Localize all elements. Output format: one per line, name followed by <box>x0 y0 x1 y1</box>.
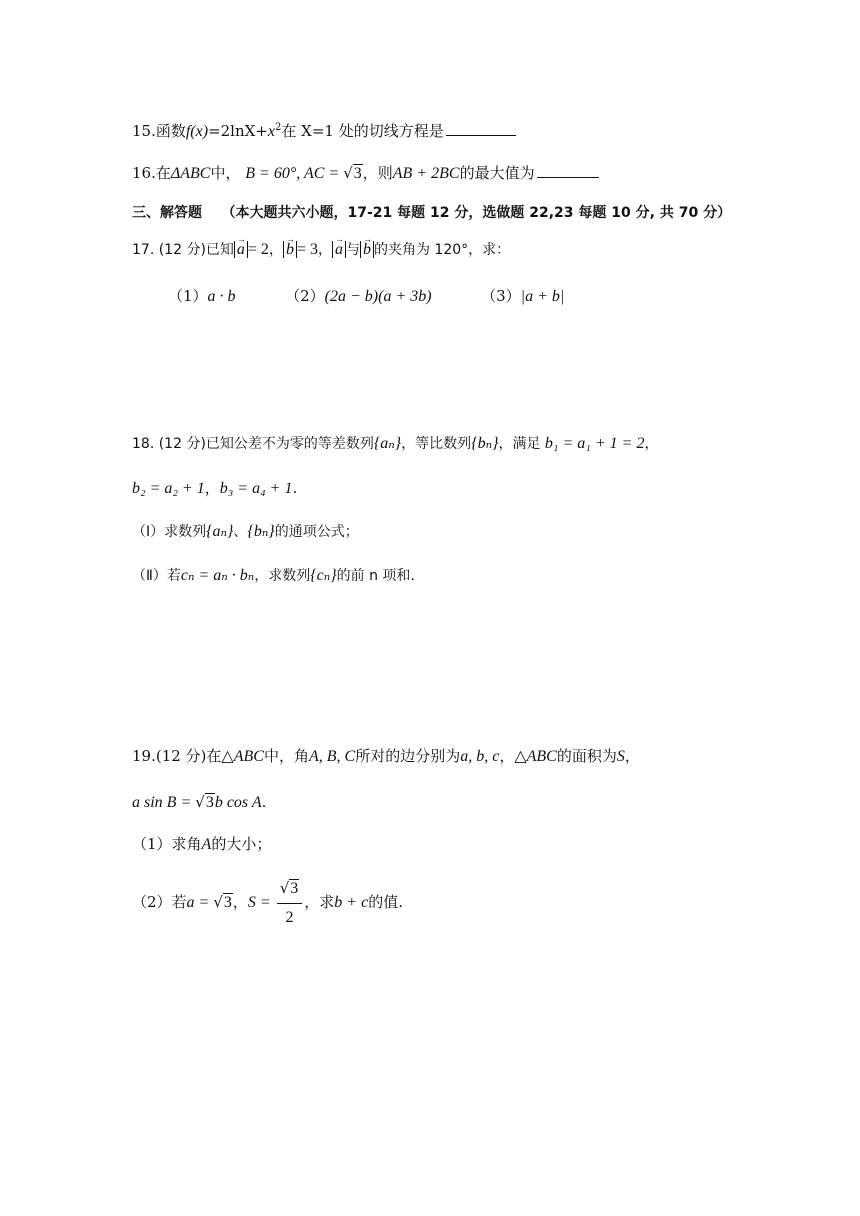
question-18-part-2 <box>132 566 415 586</box>
question-17: 17. (12 分)已知→ a = 2，→ b = 3，→ a 与→ b 的夹角为 120°，求： <box>132 240 510 260</box>
question-19: 19.(12 分)在△ABC中，角A, B, C所对的边分别为a, b, c，△ABC的面积为S， <box>132 747 640 765</box>
question-15 <box>132 118 516 142</box>
q15-function: f(x) <box>185 123 209 140</box>
q16-sqrt-value: 3 <box>353 165 362 182</box>
q18-part2-suffix: 的前 n 项和. <box>336 568 415 584</box>
q16-answer-blank <box>537 177 599 178</box>
q19-sides: a, b, c <box>460 748 500 765</box>
q18-part1-label: （Ⅰ）求数列 <box>132 524 207 540</box>
q19-text-3: ， <box>499 747 515 765</box>
section-3-title: 三、解答题 <box>132 205 202 221</box>
question-18-part-1 <box>132 522 359 542</box>
q19-part2-S: S = <box>247 894 275 911</box>
q16-text-2: ，则 <box>362 164 393 182</box>
q19-part2-suffix: 的值. <box>368 893 403 911</box>
q18-part2-text: ，求数列 <box>254 568 311 584</box>
q19-prefix: 19.(12 分)在 <box>132 747 222 765</box>
q15-answer-blank <box>446 135 516 136</box>
q15-equals: =2lnX+ <box>208 122 268 140</box>
q18-part2-seq-c: {cₙ} <box>310 567 337 584</box>
q19-sqrt: √3 <box>195 793 214 811</box>
question-19-part-2: （2）若a = √3，S = $\frac{√3}{2}$ ，求b + c的值. <box>132 874 403 932</box>
q15-exponent: 2 <box>275 122 282 133</box>
q18-part1-suffix: 的通项公式； <box>274 524 359 540</box>
q19-part1-label: （1）求角 <box>132 835 202 853</box>
q19-fraction: $\frac{√3}{2}$ <box>277 874 303 932</box>
q19-part1-angle: A <box>201 836 212 853</box>
section-3-note: （本大题共六小题，17-21 每题 12 分，选做题 22,23 每题 10 分, 共 70 分） <box>221 205 732 221</box>
q19-eq-left: a sin B = <box>132 794 196 811</box>
section-3-heading <box>132 203 731 223</box>
q19-fraction-den: 2 <box>285 909 294 926</box>
q16-sqrt: √3 <box>343 164 362 182</box>
q19-angles: A, B, C <box>308 748 356 765</box>
q16-suffix: 的最大值为 <box>459 164 535 182</box>
q15-prefix: 15.函数 <box>132 122 186 140</box>
q19-triangle: △ABC <box>221 748 264 765</box>
q17-part3-expr: |a + b| <box>520 288 565 305</box>
question-19-equation: a sin B = √3b cos A. <box>132 793 267 811</box>
q18-part1-seq-a: {aₙ} <box>206 523 234 540</box>
q19-eq-right: b cos A <box>214 794 262 811</box>
q16-text-1: 中， <box>210 164 241 182</box>
q19-part1-suffix: 的大小； <box>211 835 272 853</box>
q16-expression: AB + 2BC <box>392 165 460 182</box>
q16-prefix: 16.在 <box>132 164 171 182</box>
q19-part2-sqrt: √3 <box>213 893 232 911</box>
q18-seq-b: {bₙ} <box>471 435 499 452</box>
q18-condition-2: b₂ = a₂ + 1 <box>132 480 205 497</box>
q16-condition: B = 60°, AC = <box>245 165 344 182</box>
q17-abs-a: → a <box>234 241 248 258</box>
q17-part3-label: （3） <box>481 287 521 305</box>
q15-text: 在 X=1 处的切线方程是 <box>281 122 444 140</box>
q17-abs-b2: → b <box>360 241 374 258</box>
q18-prefix: 18. (12 分)已知公差不为零的等差数列 <box>132 436 374 452</box>
q19-area-symbol: S <box>616 748 625 765</box>
q18-condition-1: b₁ = a₁ + 1 = 2 <box>544 435 645 452</box>
q17-part2-expr: (2a − b)(a + 3b) <box>324 288 432 305</box>
q18-part1-seq-b: {bₙ} <box>247 523 275 540</box>
q17-part1-expr: a · b <box>207 288 236 305</box>
q17-b-eq: = 3 <box>296 241 318 258</box>
q18-text-2: ，满足 <box>498 436 541 452</box>
question-17-parts <box>168 286 564 307</box>
q19-part2-expr: b + c <box>334 894 369 911</box>
q19-area-text: 的面积为 <box>556 747 617 765</box>
q18-condition-3: b₃ = a₄ + 1 <box>219 480 293 497</box>
q18-part2-expr: cₙ = aₙ · bₙ <box>180 567 255 584</box>
q17-with: 与 <box>345 242 360 258</box>
question-18: 18. (12 分)已知公差不为零的等差数列{aₙ}，等比数列{bₙ}，满足 b₁ = a₁ + 1 = 2， <box>132 435 659 452</box>
q18-part1-sep: 、 <box>233 524 248 540</box>
q19-triangle-2: △ABC <box>514 748 557 765</box>
q19-part2-a: a = <box>186 894 214 911</box>
q16-triangle: ΔABC <box>170 165 211 182</box>
q17-part2-label: （2） <box>285 287 325 305</box>
q17-abs-a2: → a <box>332 241 346 258</box>
question-18-line-2: b₂ = a₂ + 1，b₃ = a₄ + 1. <box>132 479 298 497</box>
q18-seq-a: {aₙ} <box>373 435 402 452</box>
q17-abs-b: → b <box>283 241 297 258</box>
q19-part2-text: ，求 <box>304 893 335 911</box>
question-16 <box>132 163 599 184</box>
q19-text-1: 中，角 <box>263 747 309 765</box>
q17-part1-label: （1） <box>168 287 208 305</box>
q17-prefix: 17. (12 分)已知 <box>132 242 234 258</box>
q19-text-2: 所对的边分别为 <box>355 747 461 765</box>
q18-part2-label: （Ⅱ）若 <box>132 568 181 584</box>
question-19-part-1 <box>132 834 271 855</box>
q18-text-1: ，等比数列 <box>401 436 472 452</box>
q19-part2-label: （2）若 <box>132 893 187 911</box>
q17-angle-text: 的夹角为 120°，求： <box>373 242 511 258</box>
q15-x: x <box>267 123 275 140</box>
q17-a-eq: = 2 <box>247 241 269 258</box>
